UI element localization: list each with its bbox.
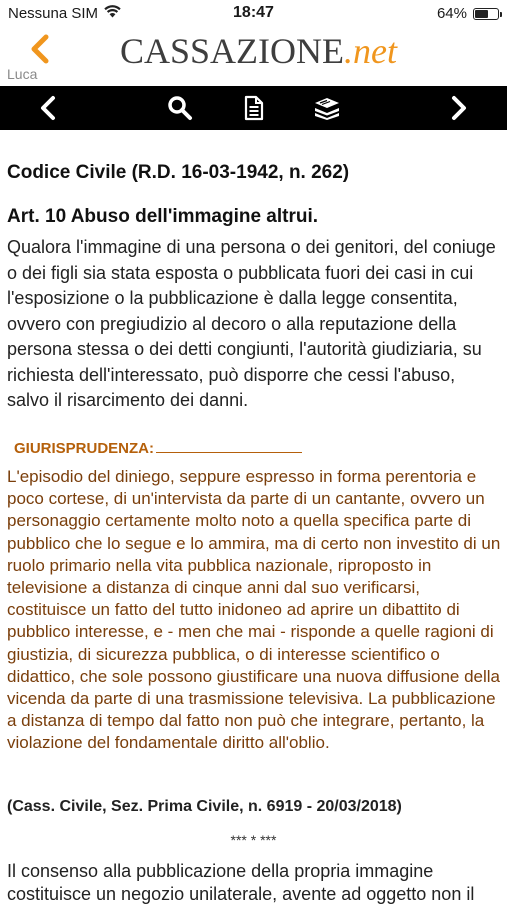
chevron-left-icon: [26, 32, 56, 66]
article-title: Art. 10 Abuso dell'immagine altrui.: [7, 206, 319, 227]
next-button[interactable]: [437, 86, 481, 130]
battery-icon: [473, 8, 499, 20]
jurisprudence-text: L'episodio del diniego, seppure espresso in forma perentoria e poco cortese, di un'intervista da parte di un cantante, ovvero un personaggio certamente molto noto a quella specifica parte di pubblico che lo segue e lo ammira, ma di certo non investito di un ruolo primario nella vita pubblica nazionale, riproposto in televisione a distanza di cinque anni dal suo verificarsi, costituisce un fatto del tutto inidoneo ad aprire un dibattito di pubblico interesse, e - men che mai - risponde a quelle ragioni di giustizia, di sicurezza pubblica, o di interesse scientifico o didattico, che sole possono giustificare una nuova diffusione della vicenda da parte di una trasmissione televisiva. La pubblicazione a distanza di tempo dal fatto non può che integrare, pertanto, la violazione del fondamentale diritto all'oblio.: [7, 467, 501, 753]
chevron-left-icon: [38, 95, 58, 121]
search-button[interactable]: [158, 86, 202, 130]
battery-fill: [475, 10, 488, 18]
jurisprudence-heading: [14, 440, 302, 457]
status-bar: [0, 0, 507, 28]
books-icon: [313, 96, 341, 120]
document-icon: [243, 95, 265, 121]
search-icon: [167, 95, 193, 121]
law-source: Codice Civile (R.D. 16-03-1942, n. 262): [7, 162, 350, 183]
heading-underline: [156, 440, 302, 453]
logo-main: CASSAZIONE: [120, 31, 345, 71]
library-button[interactable]: [305, 86, 349, 130]
app-logo: [120, 30, 397, 72]
previous-button[interactable]: [26, 86, 70, 130]
article-body: Qualora l'immagine di una persona o dei genitori, del coniuge o dei figli sia stata esposta o pubblicata fuori dei casi in cui l'esposizione o la pubblicazione è dalla legge consentita, ovvero con pregiudizio al decoro o alla reputazione della persona stessa o dei detti congiunti, l'autorità giudiziaria, su richiesta dell'interessato, può disporre che cessi l'abuso, salvo il risarcimento dei danni.: [7, 237, 496, 410]
chevron-right-icon: [449, 95, 469, 121]
app-header: [0, 28, 507, 84]
carrier-label: Nessuna SIM: [8, 5, 99, 22]
document-button[interactable]: [232, 86, 276, 130]
logo-suffix: .net: [344, 31, 397, 71]
back-label[interactable]: Luca: [7, 66, 38, 82]
status-time: 18:47: [233, 4, 274, 21]
section-separator: *** * ***: [230, 832, 277, 848]
jurisprudence-label: GIURISPRUDENZA:: [14, 440, 155, 457]
battery-percent: 64%: [436, 5, 467, 22]
case-citation: (Cass. Civile, Sez. Prima Civile, n. 6919 - 20/03/2018): [7, 798, 402, 815]
next-jurisprudence-text: Il consenso alla pubblicazione della propria immagine costituisce un negozio unilaterale, avente ad oggetto non il: [7, 861, 475, 904]
status-right: [437, 5, 499, 22]
back-button[interactable]: [26, 32, 56, 68]
toolbar: [0, 86, 507, 130]
